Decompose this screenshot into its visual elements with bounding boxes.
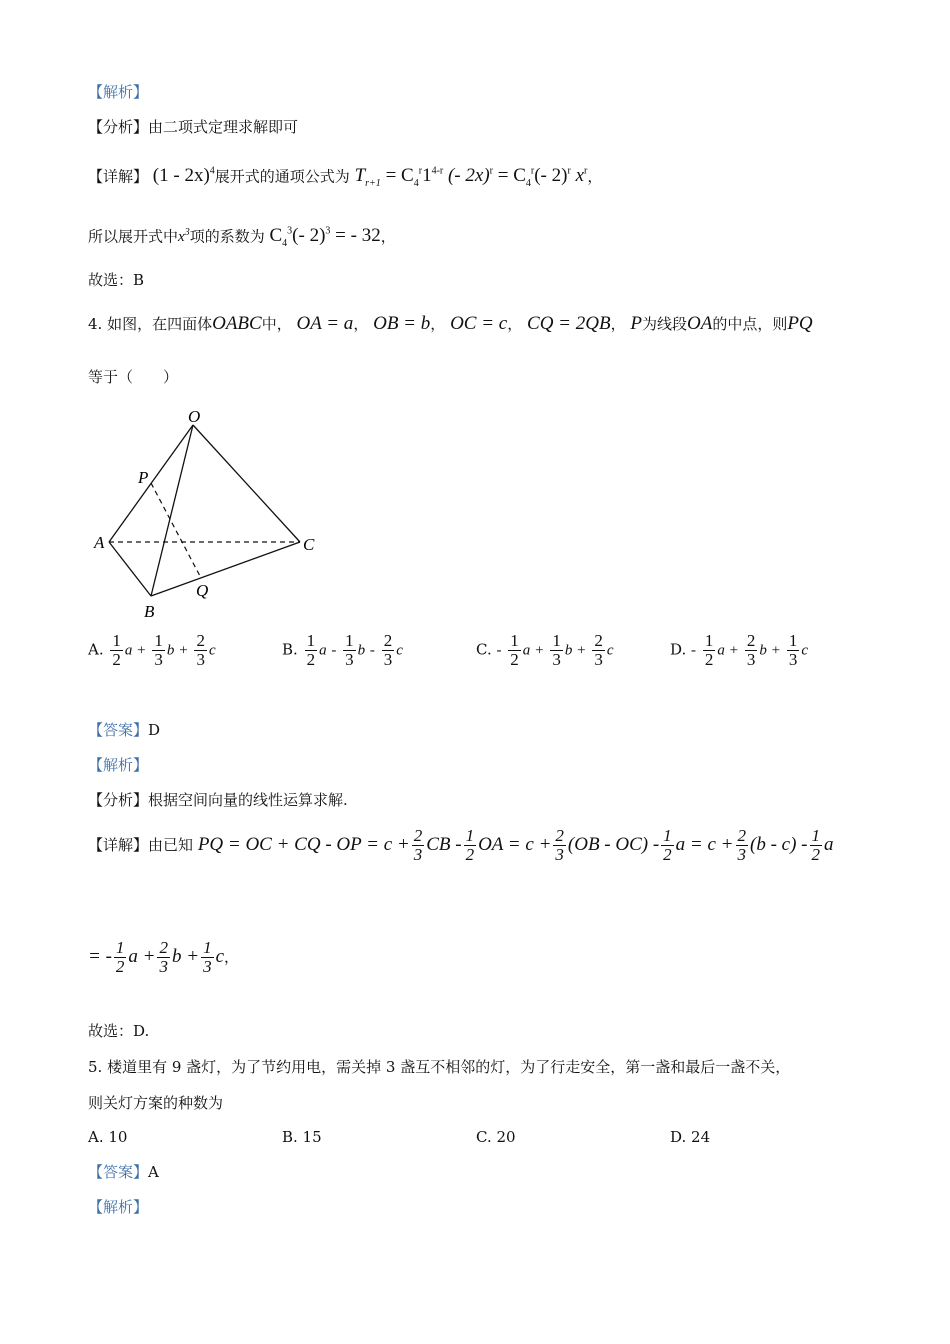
derivation-expr: PQ = OC + CQ - OP = c + $\frac{2}{3}$ CB - $\frac{1}{2}$ OA = c + $\frac{2}{3}$ (OB - OC) - $\frac{1}{2}$ a = c + $\frac{2}{3}$ (b - c) - $\frac{1}{2}$ a xyxy=(197,826,834,865)
label-q: Q xyxy=(196,581,209,600)
pq-vector: PQ xyxy=(787,313,813,334)
cq-def: CQ = 2QB xyxy=(527,313,611,334)
ob-def: OB = b xyxy=(373,313,431,334)
answer-value: D xyxy=(148,721,161,739)
edge-bc xyxy=(151,542,300,596)
fenxi-tag: 【分析】 xyxy=(88,118,149,136)
label-o: O xyxy=(188,407,201,426)
edge-oc xyxy=(193,425,300,542)
result-line-4: = - $\frac{1}{2}$ a + $\frac{2}{3}$ b + $\frac{1}{3}$ c， xyxy=(88,938,240,977)
tetra-name: OABC xyxy=(212,313,262,334)
fenxi-line xyxy=(88,117,298,137)
general-term-rhs: = $C_4^r1^{4-r}$ (- $2x)^r = C_4^r(-$ 2)$^r$ $x^r$ xyxy=(385,165,588,190)
coefficient-line: 所以展开式中$x^3$项的系数为 $C_4^3(-$ 2)$^3$ = - 32， xyxy=(88,225,396,250)
label-c: C xyxy=(303,535,315,554)
answer-line-5: 【答案】A xyxy=(88,1163,159,1181)
q5-option-a[interactable]: A. 10 xyxy=(88,1128,128,1146)
text-mid: 展开式的通项公式为 xyxy=(214,167,350,186)
tetrahedron-figure xyxy=(88,400,328,625)
xiangjie-line-4: 【详解】由已知 PQ = OC + CQ - OP = c + $\frac{2}{3}$ CB - $\frac{1}{2}$ OA = c + $\frac{2}{3}$ (OB - OC) - $\frac{1}{2}$ a = c + $\frac{2}{3}$ (b - c) - $\frac{1}{2}$ a xyxy=(88,826,834,865)
binomial-expr: (1 - 2x)$^4$ xyxy=(152,165,215,187)
option-c[interactable]: C. - $\frac{1}{2}$ a + $\frac{1}{3}$ b + $\frac{2}{3}$ c xyxy=(476,631,614,669)
question-4-stem-line2: 等于（ ） xyxy=(88,368,179,386)
option-a[interactable]: A. $\frac{1}{2}$ a + $\frac{1}{3}$ b + $\frac{2}{3}$ c xyxy=(88,631,216,669)
jiexi-heading-5: 【解析】 xyxy=(88,1198,149,1216)
label-p: P xyxy=(138,468,149,487)
question-5-stem: 5. 楼道里有 9 盏灯，为了节约用电，需关掉 3 盏互不相邻的灯，为了行走安全，第一盏和最后一盏不关， xyxy=(88,1058,791,1076)
result-expr: = - $\frac{1}{2}$ a + $\frac{2}{3}$ b + $\frac{1}{3}$ c xyxy=(88,938,224,977)
oc-def: OC = c xyxy=(450,313,508,334)
option-d[interactable]: D. - $\frac{1}{2}$ a + $\frac{2}{3}$ b + $\frac{1}{3}$ c xyxy=(670,631,809,669)
edge-ab xyxy=(109,542,151,596)
p-point: P xyxy=(630,313,642,334)
q5-option-c[interactable]: C. 20 xyxy=(476,1128,516,1146)
q5-option-d[interactable]: D. 24 xyxy=(670,1128,711,1146)
answer-tag: 【答案】 xyxy=(88,721,149,739)
fenxi-text: 由二项式定理求解即可 xyxy=(148,118,299,136)
general-term: $T_{r+1}$ xyxy=(354,165,381,190)
jiexi-heading: 【解析】 xyxy=(88,83,149,101)
oa-segment: OA xyxy=(686,313,713,334)
guxuan-b: 故选：B xyxy=(88,271,145,289)
coefficient-expr: $C_4^3(-$ 2)$^3$ = - 32 xyxy=(269,225,381,250)
answer-line-4 xyxy=(88,720,160,740)
fenxi-line-4: 【分析】根据空间向量的线性运算求解. xyxy=(88,791,348,809)
label-a: A xyxy=(94,533,105,552)
option-b[interactable]: B. $\frac{1}{2}$ a - $\frac{1}{3}$ b - $\frac{2}{3}$ c xyxy=(282,631,403,669)
xiangjie-tag: 【详解】 xyxy=(88,167,149,186)
guxuan-d: 故选：D. xyxy=(88,1022,150,1040)
question-4-stem: 4. 如图，在四面体OABC中， OA = a， OB = b， OC = c， CQ = 2QB， P为线段OA的中点，则PQ xyxy=(88,313,813,334)
oa-def: OA = a xyxy=(296,313,354,334)
xiangjie-line: 【详解】 (1 - 2x)$^4$展开式的通项公式为 $T_{r+1} = C_4^r1^{4-r}$ (- $2x)^r = C_4^r(-$ 2)$^r$ $x^r$， xyxy=(88,165,603,190)
jiexi-heading-4: 【解析】 xyxy=(88,756,149,774)
edge-ob xyxy=(151,425,193,596)
x3-term: $x^3$ xyxy=(178,227,190,246)
q5-option-b[interactable]: B. 15 xyxy=(282,1128,322,1146)
label-b: B xyxy=(144,602,155,621)
question-5-stem-line2: 则关灯方案的种数为 xyxy=(88,1094,224,1112)
